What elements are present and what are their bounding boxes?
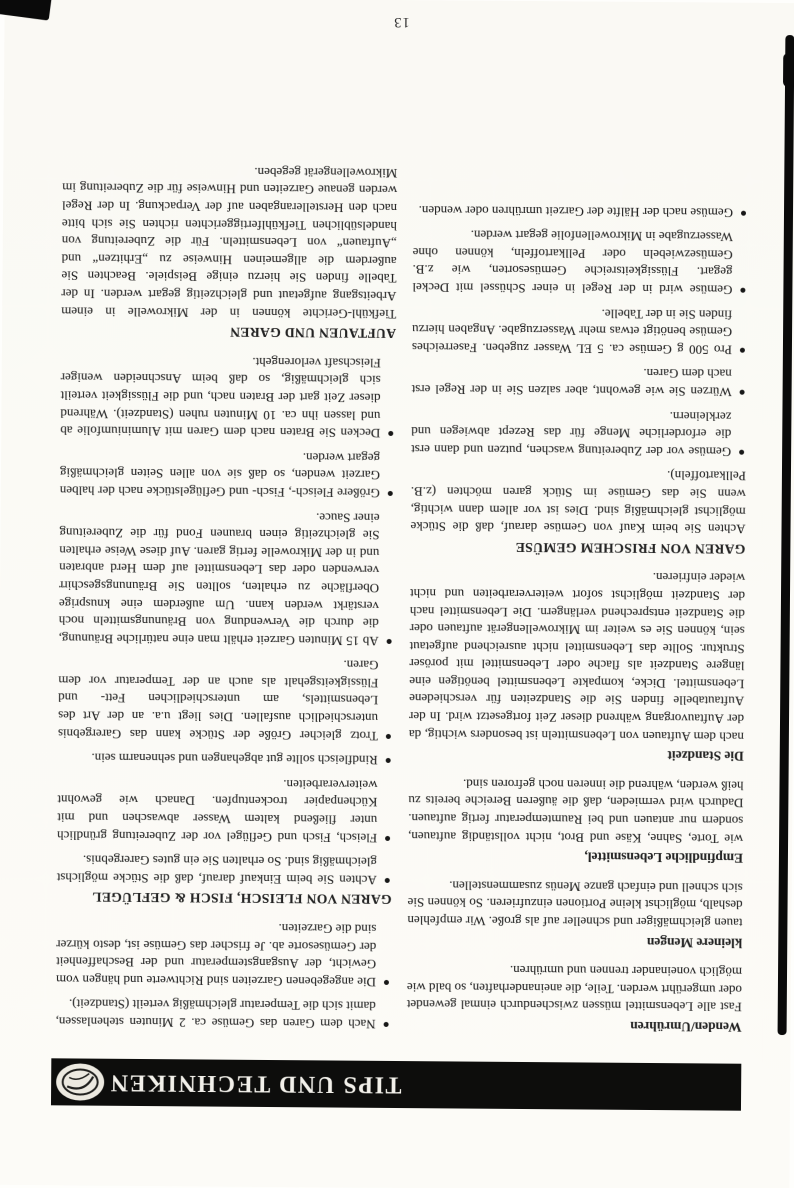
bullet-item xyxy=(59,506,395,649)
bullet-icon xyxy=(385,836,390,841)
bullet-text: Gemüse vor der Zubereitung waschen, putzen und dann erst die erforderliche Menge für das Rezept abwiegen und zerkleinern. xyxy=(411,408,732,460)
bullet-text: Würzen Sie wie gewohnt, aber salzen Sie in der Regel erst nach dem Garen. xyxy=(411,366,732,400)
bullet-item xyxy=(411,405,746,460)
section-heading: AUFTAUEN UND GAREN xyxy=(229,324,397,342)
paragraph: nach dem Auftauen von Lebensmitteln ist besonders wichtig, da der Auftauvorgang während dieser Zeit fortgesetzt wird. In der Auftautabelle finden Sie die Standzeiten für verschiedene Lebensmittel. Dicke, kompakte Lebensmittel benötigen eine längere Standzeit als flache oder Lebensmittel mit poröser Struktur. Sollte das Lebensmittel nicht ausreichend aufgetaut sein, können Sie es weiter im Mikrowellengerät auftauen oder die Standzeit entsprechend verlängern. Die Lebensmittel nach der Standzeit möglichst sofort weiterverarbeiten und nicht wieder einfrieren. xyxy=(408,570,746,745)
text-section xyxy=(410,201,748,557)
bullet-text: Nach dem Garen das Gemüse ca. 2 Minuten stehenlassen, damit sich die Temperatur gleichmäßig verteilt (Standzeit). xyxy=(55,996,376,1032)
paragraph: tauen gleichmäßiger und schneller auf als große. Wir empfehlen deshalb, möglichst kleine Portionen einzufrieren. So können Sie sich schnell und einfach ganze Menüs zusammenstellen. xyxy=(407,878,743,931)
bullet-item xyxy=(56,918,392,991)
text-section xyxy=(56,918,392,1033)
bullet-item xyxy=(412,303,747,358)
bullet-item xyxy=(412,226,748,299)
bullet-item xyxy=(60,447,395,502)
bullet-item xyxy=(60,352,396,443)
bullet-item xyxy=(412,363,747,401)
text-column-left xyxy=(407,152,749,1035)
bullet-text: Größere Fleisch-, Fisch- und Geflügelstücke nach der halben Garzeit wenden, so daß sie von allen Seiten gleichmäßig gegart werden. xyxy=(59,450,381,501)
bullet-icon xyxy=(388,491,393,496)
publisher-emblem-icon xyxy=(54,1061,106,1102)
chapter-banner xyxy=(51,1058,741,1110)
bullet-item xyxy=(57,774,393,847)
paragraph: wie Torte, Sahne, Käse und Brot, nicht vollständig auftauen, sondern nur antauen und bei Raumtemperatur fertig auftauen. Dadurch wird vermieden, daß die äußeren Bereiche bereits zu heiß werden, während die inneren noch gefroren sind. xyxy=(408,776,744,847)
bullet-icon xyxy=(740,347,745,352)
text-section xyxy=(407,961,743,1036)
section-heading: GAREN VON FLEISCH, FISCH & GEFLÜGEL xyxy=(92,890,392,908)
page-number: 13 xyxy=(393,13,410,31)
two-column-text-body xyxy=(56,150,749,1036)
bullet-icon xyxy=(740,288,745,293)
bullet-text: Die angegebenen Garzeiten sind Richtwerte und hängen vom Gewicht, der Ausgangstemperatur und der Beschaffenheit der Gemüsesorte ab. Je frischer das Gemüse ist, desto kürzer sind die Garzeiten. xyxy=(55,921,377,990)
text-section xyxy=(407,876,743,951)
bullet-text: Gemüse nach der Hälfte der Garzeit umrühren oder wenden. xyxy=(418,202,734,221)
bullet-icon xyxy=(741,210,746,215)
bullet-icon xyxy=(739,449,744,454)
bullet-text: Rindfleisch sollte gut abgehangen und sehnenarm sein. xyxy=(91,750,378,769)
bullet-item xyxy=(56,995,391,1033)
text-section xyxy=(408,774,744,867)
bullet-text: Decken Sie Braten nach dem Garen mit Aluminiumfolie ab und lassen ihn ca. 10 Minuten ruhen (Standzeit). Während dieser Zeit gart der Braten nach, und die Flüssigkeit verteilt sich gleichmäßig, so daß beim Anschneiden weniger Fleischsaft verlorengeht. xyxy=(60,354,381,442)
bullet-icon xyxy=(385,878,390,883)
paragraph: Tiefkühl-Gerichte können in der Mikrowelle in einem Arbeitsgang aufgetaut und gleichzeitig gegart werden. In der Tabelle finden Sie hierzu einige Beispiele. Beachten Sie außerdem die allgemeinen Hinweise zu „Erhitzen“ und „Auftauen“ von Lebensmitteln. Für die Zubereitung von handelsüblichen Tiefkühlfertiggerichten richten Sie sich bitte nach den Herstellerangaben auf der Verpackung. In der Regel werden genaue Garzeiten und Hinweise für die Zubereitung im Mikrowellengerät gegeben. xyxy=(61,164,398,322)
text-section xyxy=(61,162,397,343)
bullet-item xyxy=(413,201,748,221)
scan-edge-artifact xyxy=(778,35,794,1035)
bullet-icon xyxy=(384,980,389,985)
bullet-icon xyxy=(386,734,391,739)
section-heading: Empfindliche Lebensmittel, xyxy=(584,849,743,866)
paragraph: Achten Sie beim Kauf von Gemüse darauf, daß die Stücke möglichst gleichmäßig sind. Dies ist vor allem dann wichtig, wenn Sie das Gemüse im Stück garen möchten (z.B. Pellkartoffeln). xyxy=(410,468,746,537)
bullet-icon xyxy=(386,758,391,763)
bullet-icon xyxy=(387,639,392,644)
section-heading: GAREN VON FRISCHEM GEMÜSE xyxy=(515,539,746,557)
bullet-text: Fleisch, Fisch und Geflügel vor der Zubereitung gründlich unter fließend kaltem Wasser abwaschen und mit Küchenpapier trockentupfen. Danach wie gewohnt weiterverarbeiten. xyxy=(57,776,378,846)
bullet-item xyxy=(57,851,392,889)
bullet-icon xyxy=(740,390,745,395)
section-heading: Die Standzeit xyxy=(667,748,744,765)
bullet-text: Gemüse wird in der Regel in einer Schüssel mit Deckel gegart. Flüssigkeitsreiche Gemüsesorten, wie z.B. Gemüsezwiebeln oder Pellkartoffeln, können ohne Wasserzugabe in Mikrowellenfolie gegart werden. xyxy=(412,227,733,298)
bullet-text: Achten Sie beim Einkauf darauf, daß die Stücke möglichst gleichmäßig sind. So erhalten Sie ein gutes Garergebnis. xyxy=(56,852,377,888)
section-heading: kleinere Mengen xyxy=(646,934,743,951)
paragraph: Fast alle Lebensmittel müssen zwischendurch einmal gewendet oder umgerührt werden. Teile, die aneinanderhaften, so bald wie möglich voneinander trennen und umrühren. xyxy=(406,963,743,1016)
bullet-text: Ab 15 Minuten Garzeit erhält man eine natürliche Bräunung, die durch die Verwendung von Bräunungsmitteln noch verstärkt werden kann. Um außerdem eine knusprige Oberfläche zu erhalten, sollten Sie Bräunungsgeschirr verwenden oder das Lebensmittel auf dem Herd anbraten und in der Mikrowelle fertig garen. Auf diese Weise erhalten Sie gleichzeitig einen braunen Fond für die Zubereitung einer Sauce. xyxy=(58,509,380,649)
bullet-icon xyxy=(388,431,393,436)
bullet-item xyxy=(58,654,394,745)
bullet-icon xyxy=(384,1022,389,1027)
text-section xyxy=(409,567,746,765)
bullet-item xyxy=(58,749,393,769)
text-section xyxy=(57,352,396,909)
bullet-text: Trotz gleicher Größe der Stücke kann das Garergebnis unterschiedlich ausfallen. Dies liegt u.a. an der Art des Lebensmittels, am unterschiedlichen Fett- und Flüssigkeitsgehalt als auch an der Temperatur vor dem Garen. xyxy=(57,657,379,744)
bullet-text: Pro 500 g Gemüse ca. 5 EL Wasser zugeben. Faserreiches Gemüse benötigt etwas mehr Wasserzugabe. Angaben hierzu finden Sie in der Tabelle. xyxy=(411,306,733,358)
chapter-title: TIPS UND TECHNIKEN xyxy=(109,1069,402,1099)
text-column-right xyxy=(56,150,398,1033)
section-heading: Wenden/Umrühren xyxy=(630,1018,742,1035)
